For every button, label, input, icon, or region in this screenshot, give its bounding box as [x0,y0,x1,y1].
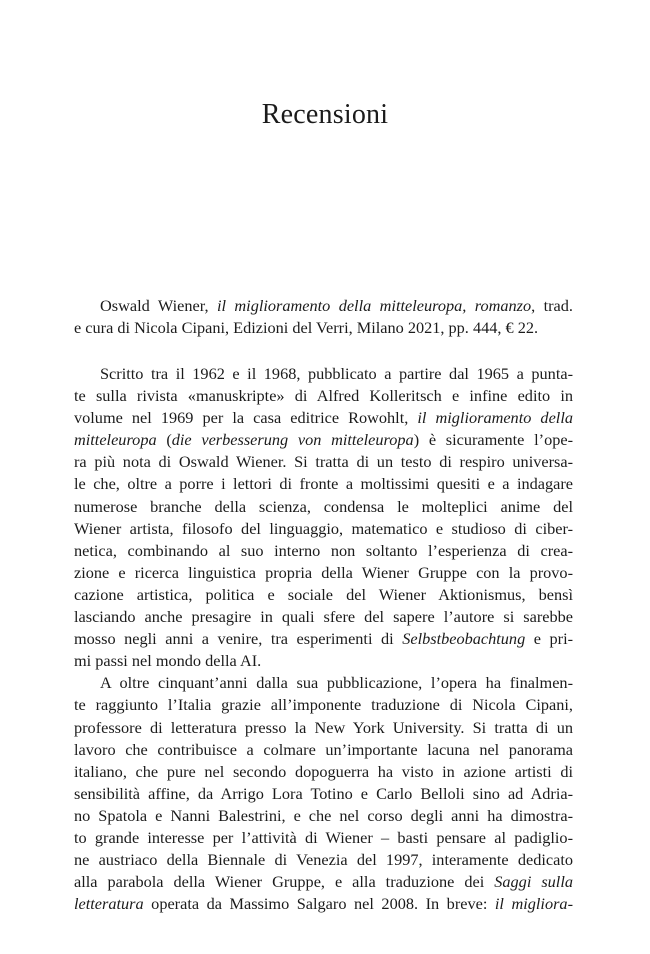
review-line: Scritto tra il 1962 e il 1968, pubblicato a partire dal 1965 a punta- [100,364,573,383]
review-line: mitteleuropa (die verbesserung von mitteleuropa) è sicuramente l’ope- [74,430,573,450]
review-line: le che, oltre a porre i lettori di fronte a moltissimi quesiti e a indagare [74,474,573,494]
bibliographic-entry [74,295,573,339]
section-title: Recensioni [261,99,389,130]
review-line: sensibilità affine, da Arrigo Lora Totino e Carlo Belloli sino ad Adria- [74,783,573,803]
review-line: A oltre cinquant’anni dalla sua pubblicazione, l’opera ha finalmen- [100,673,573,693]
review-line: te sulla rivista «manuskripte» di Alfred Kolleritsch e infine edito in [74,386,573,406]
review-line: italiano, che pure nel secondo dopoguerra ha visto in azione artisti di [74,761,573,781]
review-line: ra più nota di Oswald Wiener. Si tratta di un testo di respiro universa- [74,452,573,472]
review-line: te raggiunto l’Italia grazie all’imponente traduzione di Nicola Cipani, [74,695,573,715]
review-line: lavoro che contribuisce a colmare un’importante lacuna nel panorama [74,739,573,759]
review-line: mi passi nel mondo della AI. [74,651,262,671]
review-line: no Spatola e Nanni Balestrini, e che nel corso degli anni ha dimostra- [74,805,573,825]
review-line: volume nel 1969 per la casa editrice Rowohlt, il miglioramento della [74,408,573,428]
review-body [74,363,573,915]
review-line: numerose branche della scienza, condensa le molteplici anime del [74,496,573,516]
biblio-line: Oswald Wiener, il miglioramento della mitteleuropa, romanzo, trad. [100,296,573,315]
biblio-line: e cura di Nicola Cipani, Edizioni del Verri, Milano 2021, pp. 444, € 22. [74,318,539,338]
review-line: alla parabola della Wiener Gruppe, e alla traduzione dei Saggi sulla [74,872,573,892]
review-line: ne austriaco della Biennale di Venezia del 1997, interamente dedicato [74,850,573,870]
review-line: professore di letteratura presso la New York University. Si tratta di un [74,717,573,737]
review-line: lasciando anche presagire in quali sfere del sapere l’autore si sarebbe [74,607,573,627]
review-line: netica, combinando al suo interno non soltanto l’esperienza di crea- [74,540,573,560]
review-line: Wiener artista, filosofo del linguaggio, matematico e studioso di ciber- [74,518,573,538]
review-line: zione e ricerca linguistica propria della Wiener Gruppe con la provo- [74,562,573,582]
review-line: mosso negli anni a venire, tra esperimenti di Selbstbeobachtung e pri- [74,629,574,649]
review-line: letteratura operata da Massimo Salgaro nel 2008. In breve: il migliora- [74,894,573,914]
review-line: to grande interesse per l’attività di Wiener – basti pensare al padiglio- [74,827,573,847]
review-line: cazione artistica, politica e sociale del Wiener Aktionismus, bensì [74,584,573,604]
